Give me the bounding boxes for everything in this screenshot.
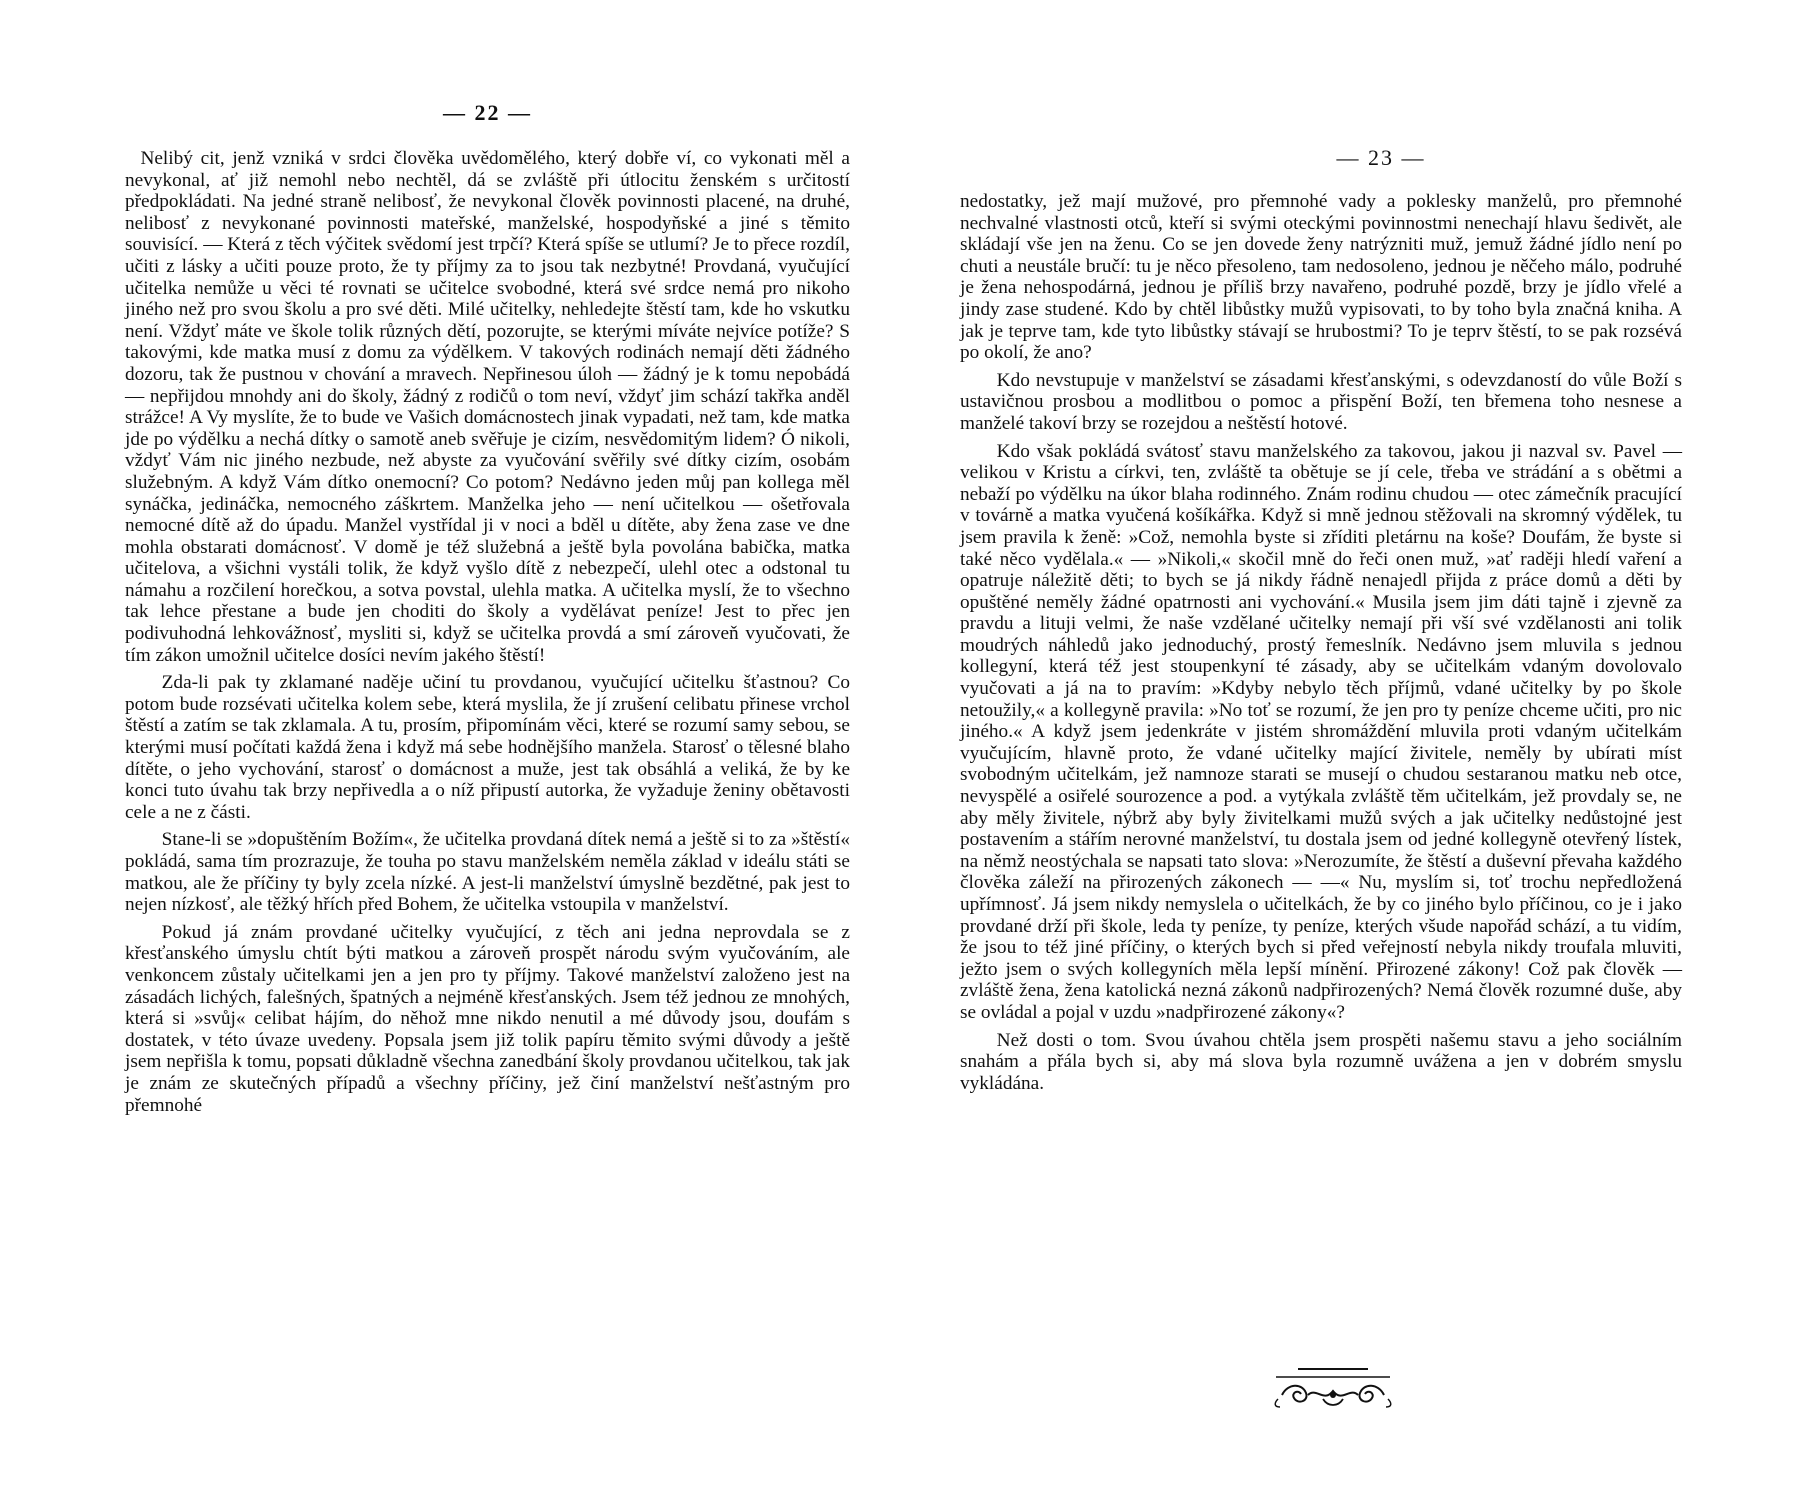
paragraph: Kdo však pokládá svátosť stavu manželského za takovou, jakou ji nazval sv. Pavel — velikou v Kristu a církvi, ten, zvláště ta obětuje se jí cele, třeba ve strádání a s obětmi a nebaží po výdělku na úkor blaha rodinného. Znám rodinu chudou — otec zámečník pracující v továrně a matka vyučená košíkářka. Když si mně jednou stěžovali na skromný výdělek, tu jsem pravila k ženě: »Což, nemohla byste si zříditi pletárnu na koše? Doufám, že byste si také něco vydělala.« — »Nikoli,« skočil mně do řeči onen muž, »ať raději hledí vaření a opatruje náležitě děti; to bych se já nikdy řádně nenajedl přijda z práce domů a děti by opuštěné neměly žádné opatrnosti ani vychování.« Musila jsem jim dáti tajně i zjevně za pravdu a lituji velmi, že naše vzdělané učitelky nemají při vší své vzdělanosti ani tolik moudrých náhledů jako jednoduchý, prostý řemeslník. Nedávno jsem mluvila s jednou kollegyní, která též jest stoupenkyní té zásady, aby se učitelkám vdaným dovolovalo vyučovati a já na to pravím: »Kdyby nebylo těch příjmů, vdané učitelky by po škole netoužily,« a kollegyně pravila: »No toť se rozumí, že jen pro ty peníze chceme učiti, pro nic jiného.« A když jsem jedenkráte v jistém shromáždění mluvila proti vdaným učitelkám vyučujícím, hlavně proto, že vdané učitelky mající živitele, neměly by ubírati míst svobodným učitelkám, jež namnoze starati se musejí o chudou sestaranou matku neb otce, nevyspělé a osiřelé sourozence a pod. a vytýkala zvláště těm učitelkám, jež provdaly se, ne aby měly živitele, nýbrž aby byly živitelkami mužů svých a jak učitelky nedůstojné jest postavením a stářím nerovné manželství, tu dostala jsem od jedné kollegyně otevřený lístek, na němž neostýchala se napsati tato slova: »Nerozumíte, že štěstí a duševní převaha každého člověka záleží na přirozených zákonech — —« Nu, myslím si, toť trochu nepředložená upřímnosť. Já jsem nikdy nemyslela o učitelkách, že by co jiného bylo příčinou, co je i jako provdané drží při škole, leda ty peníze, ty peníze, kterých všude napořád schází, a tu vidím, že jsou to též jiné příčiny, o kterých bych si před veřejností nebyla nikdy troufala mluviti, ježto jsem o svých kollegyních měla lepší mínění. Přirozené zákony! Což pak člověk — zvláště žena, žena katolická nezná zákonů nadpřirozených? Nemá člověk rozumné duše, aby se ovládal a pojal v uzdu »nadpřirozené zákony«?	[960, 440, 1682, 1023]
page-number-right: — 23 —	[1336, 145, 1426, 170]
paragraph: Pokud já znám provdané učitelky vyučující, z těch ani jedna neprovdala se z křesťanského úmyslu chtít býti matkou a zároveň prospět národu svým vyučováním, ale venkoncem zůstaly učitelkami jen a jen pro ty příjmy. Takové manželství založeno jest na zásadách lichých, falešných, špatných a nejméně křesťanských. Jsem též jednou ze mnohých, která si »svůj« celibat hájím, do něhož mne nikdo nenutil a mé důvody jsou, doufám s dostatek, v této úvaze uvedeny. Popsala jsem již tolik papíru těmito svými důvody a ještě jsem nepřišla k tomu, popsati důkladně všechna zanedbání školy provdanou učitelkou, tak jak je znám ze skutečných případů a všechny příčiny, jež činí manželství nešťastným pro přemnohé	[125, 921, 850, 1116]
paragraph: Stane-li se »dopuštěním Božím«, že učitelka provdaná dítek nemá a ještě si to za »štěstí« pokládá, sama tím prozrazuje, že touha po stavu manželském neměla základ v ideálu státi se matkou, ale že příčiny ty byly zcela nízké. A jest-li manželství úmyslně bezdětné, pak jest to nejen nízkosť, ale těžký hřích před Bohem, že učitelka vstoupila v manželství.	[125, 829, 850, 916]
paragraph: nedostatky, jež mají mužové, pro přemnohé vady a poklesky manželů, pro přemnohé nechvalné vlastnosti otců, kteří si svými oteckými povinnostmi nenechají hlavu šedivět, ale skládají vše jen na ženu. Co se jen dovede ženy natrýzniti muž, jemuž žádné jídlo není po chuti a neustále bručí: tu je něco přesoleno, tam nedosoleno, jednou je něčeho málo, podruhé je žena nehospodárná, jednou je příliš brzy navařeno, podruhé pozdě, brzy je jídlo vřelé a jindy zase studené. Kdo by chtěl libůstky mužů vypisovati, to by toho byla značná kniha. A jak je teprve tam, kde tyto libůstky stávají se hrubostmi? To je teprv štěstí, to se pak rozsévá po okolí, že ano?	[960, 191, 1682, 364]
paragraph: Nelibý cit, jenž vzniká v srdci člověka uvědomělého, který dobře ví, co vykonati měl a nevykonal, ať již nemohl nebo nechtěl, dá se zvláště při útlocitu ženském s určitostí předpokládati. Na jedné straně nelibosť, že nevykonal člověk povinnosti placené, na druhé, nelibosť z nevykonané povinnosti mateřské, manželské, hospodyňské a jiné s těmito souvisící. — Která z těch výčitek svědomí jest trpčí? Která spíše se utlumí? Je to přece rozdíl, učiti z lásky a učiti pouze proto, že ty příjmy za to jsou tak nezbytné! Provdaná, vyučující učitelka nemůže u věci té rovnati se učitelce svobodné, která své srdce nemá pro nikoho jiného než pro svou školu a pro své děti. Milé učitelky, nehledejte štěstí tam, kde ho vskutku není. Vždyť máte ve škole tolik různých dětí, pozorujte, se kterými míváte nejvíce potíže? S takovými, kde matka musí z domu za výdělkem. V takových rodinách nemají děti žádného dozoru, tak že pustnou v chování a mravech. Nepřinesou úloh — žádný je k tomu nepobádá — nepřijdou mnohdy ani do školy, žádný z rodičů o tom neví, vždyť jim schází takřka anděl strážce! A Vy myslíte, že to bude ve Vašich domácnostech jinak vypadati, než tam, kde matka jde po výdělku a nechá dítky o samotě aneb svěřuje je cizím, nesvědomitým lidem? Ó nikoli, vždyť Vám nic jiného nezbude, než abyste za vyučování svěřily své dítky cizím, osobám služebným. A když Vám dítko onemocní? Co potom? Nedávno jeden můj pan kollega měl synáčka, jedináčka, nemocného záškrtem. Manželka jeho — není učitelkou — ošetřovala nemocné dítě až do úpadu. Manžel vystřídal ji v noci a bděl u dítěte, aby žena zase ve dne mohla obstarati domácnosť. V domě je též služebná a ještě byla povolána babička, matka učitelova, a všichni vystáli tolik, že když vyšlo dítě z nebezpečí, ulehl otec a odstonal tu námahu a rozčilení horečkou, a sotva povstal, ulehla matka. A učitelka myslí, že to všechno tak lehce přestane a bude jen choditi do školy a vydělávat peníze! Jest to přec jen podivuhodná lehkovážnosť, mysliti si, když se učitelka provdá a smí zároveň vyučovati, že tím zákon umožnil učitelce dosíci nevím jakého štěstí!	[125, 148, 850, 666]
vignette-ornament-icon	[1268, 1365, 1398, 1413]
paragraph: Než dosti o tom. Svou úvahou chtěla jsem prospěti našemu stavu a jeho sociálním snahám a přála bych si, aby má slova byla rozumně uvážena a jen v dobrém smyslu vykládána.	[960, 1029, 1682, 1094]
left-page	[125, 100, 850, 1116]
page-number-left: — 22 —	[443, 100, 532, 125]
right-page	[960, 145, 1682, 1094]
paragraph: Zda-li pak ty zklamané naděje učiní tu provdanou, vyučující učitelku šťastnou? Co potom bude rozsévati učitelka kolem sebe, která myslila, že jí zrušení celibatu přinese vrchol štěstí a zatím se tak zklamala. A tu, prosím, připomínám věci, které se rozumí samy sebou, se kterými musí počítati každá žena i když má sebe hodnějšího manžela. Starosť o tělesné blaho dítěte, o jeho vychování, starosť o domácnost a muže, jest tak obsáhlá a veliká, že by ke konci tuto úvahu tak brzy nepřivedla a o níž připustí autorka, že vyžaduje ženiny obětavosti cele a ne z části.	[125, 672, 850, 823]
paragraph: Kdo nevstupuje v manželství se zásadami křesťanskými, s odevzdaností do vůle Boží s ustavičnou prosbou a modlitbou o pomoc a přispění Boží, ten břemena toho nesnese a manželé takoví brzy se rozejdou a neštěstí hotové.	[960, 369, 1682, 434]
